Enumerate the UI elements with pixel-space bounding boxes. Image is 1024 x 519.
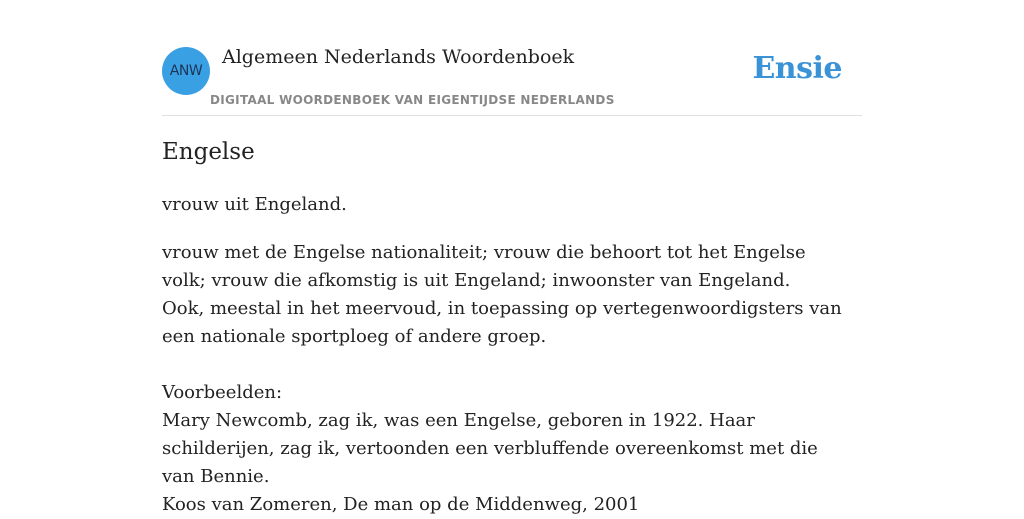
anw-logo-text: ANW [169,63,203,79]
definition-text: vrouw met de Engelse nationaliteit; vrouw die behoort tot het Engelse volk; vrouw die afkomstig is uit Engeland; inwoonster van Engeland. [162,242,806,291]
short-definition: vrouw uit Engeland. [162,194,347,215]
entry-term: Engelse [162,139,255,165]
anw-logo[interactable] [162,47,210,95]
long-definition [162,239,852,519]
example-quote: Mary Newcomb, zag ik, was een Engelse, geboren in 1922. Haar schilderijen, zag ik, vertoonden een verbluffende overeenkomst met die van Bennie. [162,410,818,487]
example-source: Koos van Zomeren, De man op de Middenweg, 2001 [162,494,640,515]
source-subtitle: DIGITAAL WOORDENBOEK VAN EIGENTIJDSE NEDERLANDS [210,93,615,107]
source-title[interactable]: Algemeen Nederlands Woordenboek [222,46,575,68]
examples-label: Voorbeelden: [162,382,283,403]
definition-usage-note: Ook, meestal in het meervoud, in toepassing op vertegenwoordigsters van een nationale sportploeg of andere groep. [162,298,842,347]
header-divider [162,115,862,116]
spacer [162,351,852,379]
ensie-brand-logo[interactable]: Ensie [752,51,842,86]
